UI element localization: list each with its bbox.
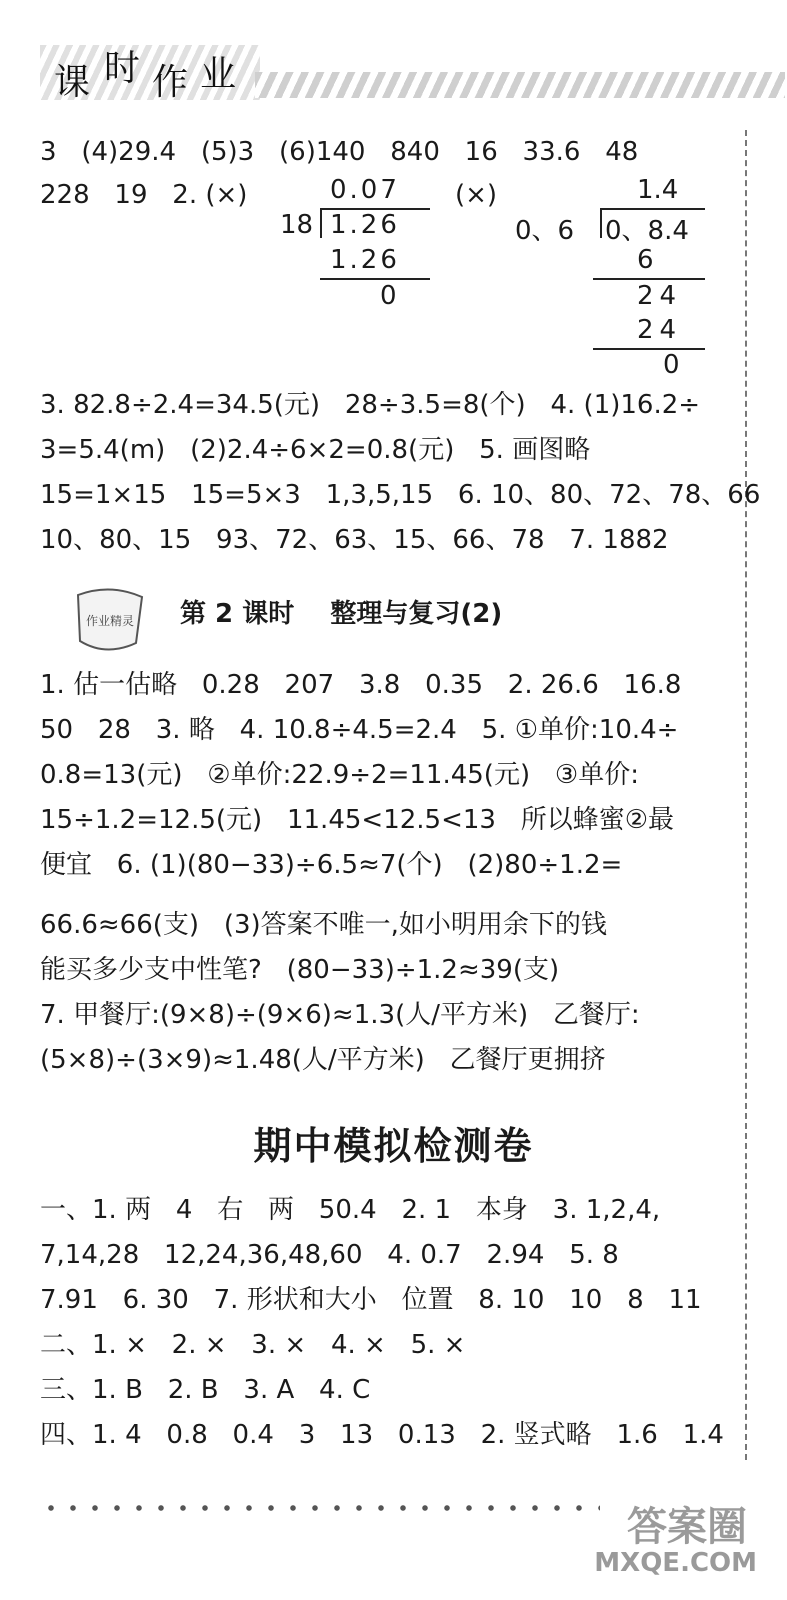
answer-line: 四、1. 4 0.8 0.4 3 13 0.13 2. 竖式略 1.6 1.4 [40,1420,724,1450]
answer-line: 7. 甲餐厅:(9×8)÷(9×6)≈1.3(人/平方米) 乙餐厅: [40,1000,640,1030]
division-rule [320,278,430,280]
answer-line: 1. 估一估略 0.28 207 3.8 0.35 2. 26.6 16.8 [40,670,682,700]
header-char: 业 [200,54,237,95]
division-remainder: 0 [663,350,680,380]
long-division-2 [515,175,705,380]
answer-line: 三、1. B 2. B 3. A 4. C [40,1375,371,1405]
header-stripe [255,72,785,98]
long-division-1 [280,175,430,315]
answer-line: 3=5.4(m) (2)2.4÷6×2=0.8(元) 5. 画图略 [40,435,591,465]
answer-line: 3. 82.8÷2.4=34.5(元) 28÷3.5=8(个) 4. (1)16.2÷ [40,390,701,420]
watermark-url: MXQE.COM [594,1548,757,1578]
answer-line: (×) [455,180,498,210]
answer-line: 10、80、15 93、72、63、15、66、78 7. 1882 [40,525,669,555]
division-step: 1.26 [330,245,400,275]
svg-text:作业精灵: 作业精灵 [85,614,135,628]
division-rule [593,348,705,350]
header-char: 作 [152,62,189,103]
division-rule [593,278,705,280]
answer-line: 3 (4)29.4 (5)3 (6)140 840 16 33.6 48 [40,137,639,167]
division-quotient: 1.4 [637,175,679,205]
answer-line: 能买多少支中性笔? (80−33)÷1.2≈39(支) [40,955,560,985]
division-divisor: 0、6 [515,216,575,246]
division-step: 6 [637,245,654,275]
division-bracket [600,208,602,238]
answer-line: 7.91 6. 30 7. 形状和大小 位置 8. 10 10 8 11 [40,1285,702,1315]
answer-line: 一、1. 两 4 右 两 50.4 2. 1 本身 3. 1,2,4, [40,1195,661,1225]
answer-line: 便宜 6. (1)(80−33)÷6.5≈7(个) (2)80÷1.2= [40,850,623,880]
watermark-logo: 答案圈 [627,1504,747,1550]
division-divisor: 18 [280,210,314,240]
section-title: 第 2 课时 整理与复习(2) [180,599,503,629]
zuoye-jingling-badge [70,585,150,655]
margin-dashed-line [745,130,747,1460]
division-step: 24 [637,281,683,311]
answer-line: 0.8=13(元) ②单价:22.9÷2=11.45(元) ③单价: [40,760,639,790]
answer-line: 二、1. × 2. × 3. × 4. × 5. × [40,1330,466,1360]
footer-dots [40,1500,600,1516]
division-bracket [320,208,322,238]
answer-line: 66.6≈66(支) (3)答案不唯一,如小明用余下的钱 [40,910,607,940]
header-title [40,40,250,103]
division-remainder: 0 [380,281,397,311]
header-char: 时 [104,48,141,89]
division-dividend: 1.26 [330,210,400,240]
answer-line: 228 19 2. (×) [40,180,248,210]
answer-line: 50 28 3. 略 4. 10.8÷4.5=2.4 5. ①单价:10.4÷ [40,715,679,745]
header-char: 课 [54,62,91,103]
answer-line: 15=1×15 15=5×3 1,3,5,15 6. 10、80、72、78、66 [40,480,761,510]
answer-line: (5×8)÷(3×9)≈1.48(人/平方米) 乙餐厅更拥挤 [40,1045,606,1075]
division-dividend: 0、8.4 [605,216,689,246]
answer-line: 7,14,28 12,24,36,48,60 4. 0.7 2.94 5. 8 [40,1240,619,1270]
answer-line: 15÷1.2=12.5(元) 11.45<12.5<13 所以蜂蜜②最 [40,805,675,835]
midterm-title: 期中模拟检测卷 [253,1124,534,1168]
division-quotient: 0.07 [330,175,400,205]
division-step: 24 [637,315,683,345]
